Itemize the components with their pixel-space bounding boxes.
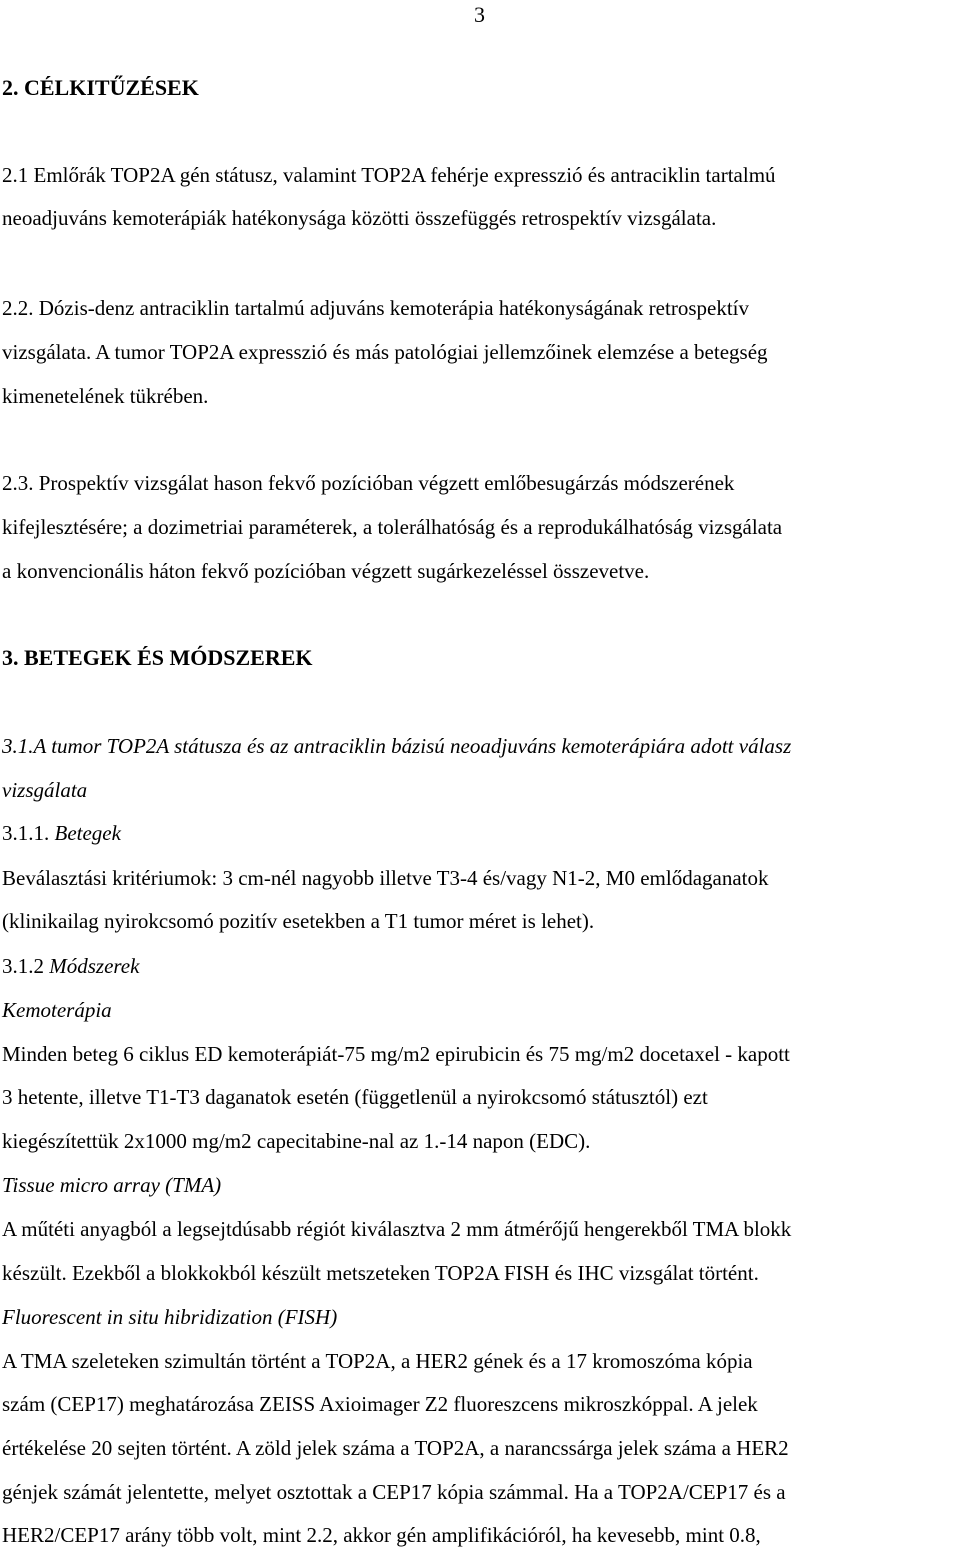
subsection-title: Betegek <box>54 821 121 845</box>
paragraph-line: 2.1 Emlőrák TOP2A gén státusz, valamint TOP2A fehérje expresszió és antraciklin tartalmú <box>2 163 776 187</box>
paragraph-line: vizsgálata. A tumor TOP2A expresszió és más patológiai jellemzőinek elemzése a betegség <box>2 340 768 364</box>
paragraph-line: szám (CEP17) meghatározása ZEISS Axioimager Z2 fluoreszcens mikroszkóppal. A jelek <box>2 1392 758 1416</box>
paragraph-line: A TMA szeleteken szimultán történt a TOP2A, a HER2 gének és a 17 kromoszóma kópia <box>2 1349 753 1373</box>
subsection-number: 3.1.2 <box>2 954 50 978</box>
paragraph-line: A műtéti anyagból a legsejtdúsabb régiót kiválasztva 2 mm átmérőjű hengerekből TMA blokk <box>2 1217 792 1241</box>
paragraph-line: Minden beteg 6 ciklus ED kemoterápiát-75 mg/m2 epirubicin és 75 mg/m2 docetaxel - kapott <box>2 1042 790 1066</box>
paragraph-line: kifejlesztésére; a dozimetriai paraméterek, a tolerálhatóság és a reprodukálhatóság vizsgálata <box>2 515 783 539</box>
subsection-heading-modszerek <box>2 953 139 979</box>
paragraph-line: a konvencionális háton fekvő pozícióban végzett sugárkezeléssel összevetve. <box>2 559 650 583</box>
paragraph-line: kiegészítettük 2x1000 mg/m2 capecitabine-nal az 1.-14 napon (EDC). <box>2 1129 591 1153</box>
paragraph-line: neoadjuváns kemoterápiák hatékonysága közötti összefüggés retrospektív vizsgálata. <box>2 206 717 230</box>
section-heading-celkituzesek: 2. CÉLKITŰZÉSEK <box>2 75 199 100</box>
topic-title-kemoterapia: Kemoterápia <box>2 998 112 1022</box>
paragraph-line: HER2/CEP17 arány több volt, mint 2.2, akkor gén amplifikációról, ha kevesebb, mint 0.8, <box>2 1523 761 1547</box>
paragraph-line: 3 hetente, illetve T1-T3 daganatok esetén (függetlenül a nyirokcsomó státusztól) ezt <box>2 1085 708 1109</box>
paragraph-line: Beválasztási kritériumok: 3 cm-nél nagyobb illetve T3-4 és/vagy N1-2, M0 emlődaganatok <box>2 866 769 890</box>
topic-title-fish: Fluorescent in situ hibridization (FISH) <box>2 1305 338 1329</box>
paragraph-line: 2.2. Dózis-denz antraciklin tartalmú adjuváns kemoterápia hatékonyságának retrospektív <box>2 296 749 320</box>
subsection-title: vizsgálata <box>2 778 88 802</box>
paragraph-line: (klinikailag nyirokcsomó pozitív esetekben a T1 tumor méret is lehet). <box>2 909 595 933</box>
topic-title-tma: Tissue micro array (TMA) <box>2 1173 222 1197</box>
paragraph-line: kimenetelének tükrében. <box>2 384 209 408</box>
paragraph-line: készült. Ezekből a blokkokból készült metszeteken TOP2A FISH és IHC vizsgálat történt. <box>2 1261 759 1285</box>
section-heading-betegek-es-modszerek: 3. BETEGEK ÉS MÓDSZEREK <box>2 645 313 670</box>
subsection-title: Módszerek <box>49 954 140 978</box>
subsection-heading-betegek <box>2 820 121 846</box>
paragraph-line: értékelése 20 sejten történt. A zöld jelek száma a TOP2A, a narancssárga jelek száma a HER2 <box>2 1436 789 1460</box>
subsection-number: 3.1.1. <box>2 821 55 845</box>
paragraph-line: génjek számát jelentette, melyet osztottak a CEP17 kópia számmal. Ha a TOP2A/CEP17 és a <box>2 1480 786 1504</box>
subsection-title: 3.1.A tumor TOP2A státusza és az antraciklin bázisú neoadjuváns kemoterápiára adott válasz <box>2 734 792 758</box>
paragraph-line: 2.3. Prospektív vizsgálat hason fekvő pozícióban végzett emlőbesugárzás módszerének <box>2 471 735 495</box>
page-number: 3 <box>474 2 485 27</box>
